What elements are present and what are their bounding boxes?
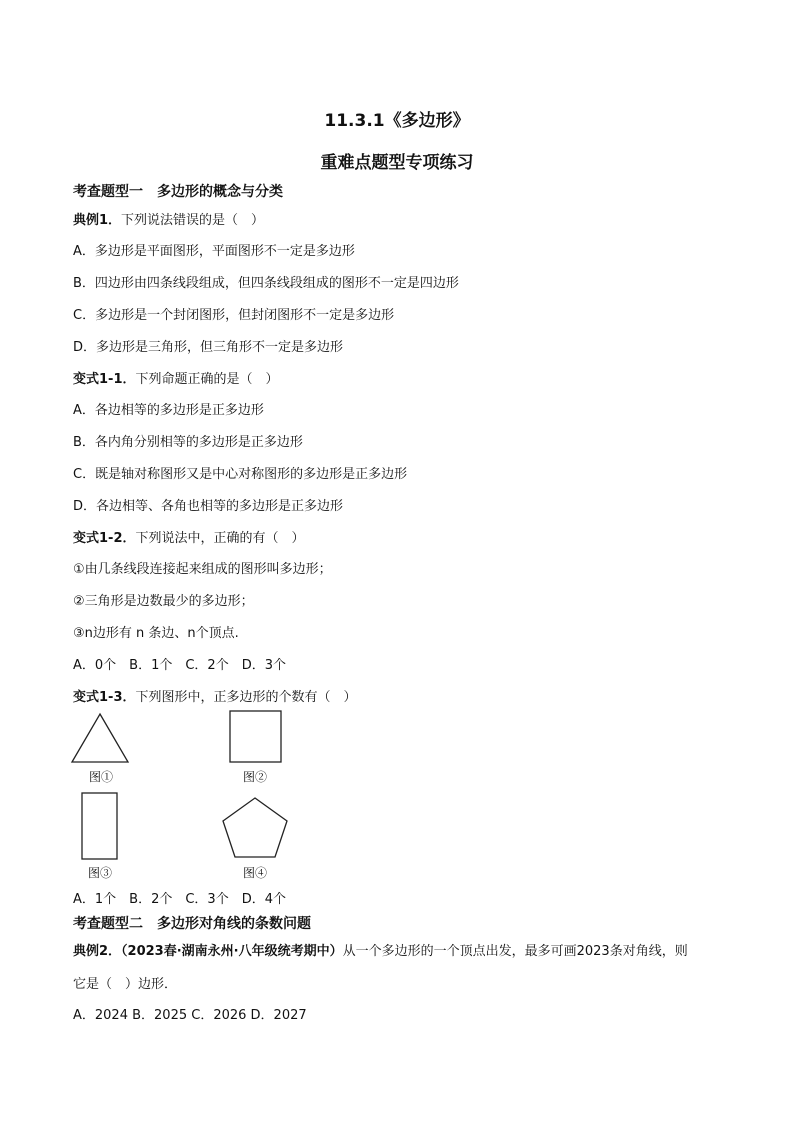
figure-caption-2: 图② [243,770,268,784]
option-a: A．多边形是平面图形，平面图形不一定是多边形 [73,244,355,259]
section-heading-2: 考查题型二 多边形对角线的条数问题 [73,916,311,932]
pentagon-icon [220,796,290,860]
figure-caption-1: 图① [89,770,114,784]
statement-3: ③n边形有 n 条边、n个顶点. [73,626,239,641]
option-c: C．多边形是一个封闭图形，但封闭图形不一定是多边形 [73,308,395,323]
option-b: B．各内角分别相等的多边形是正多边形 [73,435,303,450]
options-line: A．2024 B．2025 C．2026 D．2027 [73,1008,307,1023]
figure-caption-3: 图③ [88,866,113,880]
triangle-icon [70,712,132,764]
question-label: 典例1． [73,213,122,228]
question-stem: 下列命题正确的是（ ） [135,372,279,387]
page-subtitle: 重难点题型专项练习 [320,153,474,173]
question-stem-continued: 它是（ ）边形． [73,977,178,992]
page-title: 11.3.1《多边形》 [324,111,470,131]
question-stem: 下列说法中，正确的有（ ） [135,531,305,546]
question-label: 典例2． [73,944,122,959]
question-label: 变式1-2． [73,531,136,546]
rectangle-icon [80,791,120,861]
section-heading-1: 考查题型一 多边形的概念与分类 [73,184,283,200]
option-d: D．多边形是三角形，但三角形不一定是多边形 [73,340,344,355]
figure-caption-4: 图④ [243,866,268,880]
statement-1: ①由几条线段连接起来组成的图形叫多边形； [73,562,332,577]
question-v13 [73,686,357,705]
question-stem: 从一个多边形的一个顶点出发，最多可画2023条对角线，则 [342,944,688,959]
question-label: 变式1-1． [73,372,136,387]
option-d: D．各边相等、各角也相等的多边形是正多边形 [73,499,344,514]
question-ex2 [73,940,688,959]
options-line: A．0个 B．1个 C．2个 D．3个 [73,658,286,673]
question-v11 [73,368,279,387]
question-stem: 下列说法错误的是（ ） [121,213,265,228]
option-a: A．各边相等的多边形是正多边形 [73,403,264,418]
question-ex1 [73,209,264,228]
question-stem: 下列图形中，正多边形的个数有（ ） [135,690,357,705]
option-b: B．四边形由四条线段组成，但四条线段组成的图形不一定是四边形 [73,276,459,291]
question-v12 [73,527,305,546]
question-label: 变式1-3． [73,690,136,705]
option-c: C．既是轴对称图形又是中心对称图形的多边形是正多边形 [73,467,408,482]
question-source: （2023春·湖南永州·八年级统考期中） [121,944,343,959]
square-icon [228,709,284,765]
options-line: A．1个 B．2个 C．3个 D．4个 [73,892,286,907]
statement-2: ②三角形是边数最少的多边形； [73,594,254,609]
